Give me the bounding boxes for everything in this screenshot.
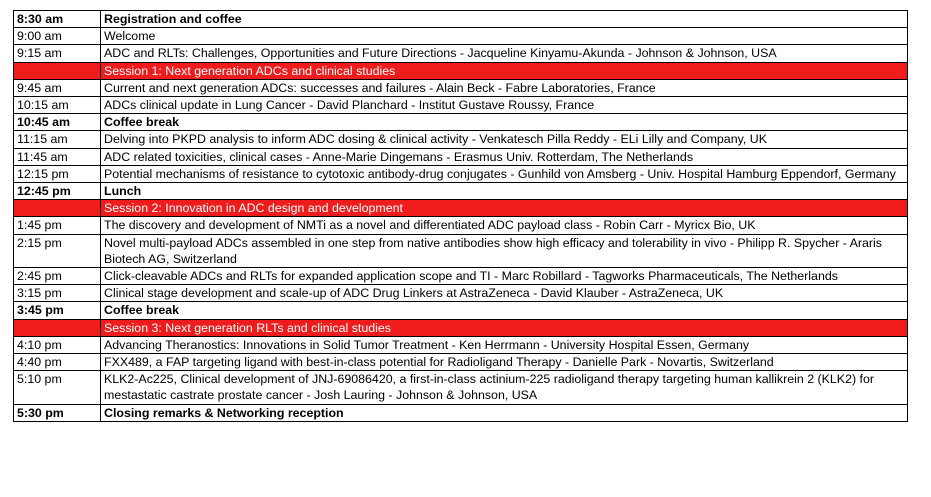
description-cell: Click-cleavable ADCs and RLTs for expanded application scope and TI - Marc Robillard - Tagworks Pharmaceuticals, The Netherlands <box>101 268 908 285</box>
agenda-row <box>14 285 908 302</box>
time-cell: 4:10 pm <box>14 336 101 353</box>
agenda-row <box>14 28 908 45</box>
description-cell: FXX489, a FAP targeting ligand with best-in-class potential for Radioligand Therapy - Danielle Park - Novartis, Switzerland <box>101 354 908 371</box>
break-row <box>14 302 908 319</box>
agenda-body <box>14 11 908 422</box>
agenda-row <box>14 354 908 371</box>
agenda-row <box>14 165 908 182</box>
agenda-row <box>14 148 908 165</box>
agenda-row <box>14 45 908 62</box>
time-cell: 1:45 pm <box>14 217 101 234</box>
description-cell: Delving into PKPD analysis to inform ADC dosing & clinical activity - Venkatesch Pilla Reddy - ELi Lilly and Company, UK <box>101 131 908 148</box>
time-cell: 2:15 pm <box>14 234 101 267</box>
time-cell <box>14 62 101 79</box>
description-cell: Closing remarks & Networking reception <box>101 404 908 421</box>
time-cell: 11:15 am <box>14 131 101 148</box>
session-header-row <box>14 200 908 217</box>
break-row <box>14 183 908 200</box>
description-cell: Potential mechanisms of resistance to cytotoxic antibody-drug conjugates - Gunhild von Amsberg - Univ. Hospital Hamburg Eppendorf, Germany <box>101 165 908 182</box>
description-cell: Lunch <box>101 183 908 200</box>
time-cell: 12:45 pm <box>14 183 101 200</box>
agenda-row <box>14 79 908 96</box>
description-cell: Clinical stage development and scale-up of ADC Drug Linkers at AstraZeneca - David Klauber - AstraZeneca, UK <box>101 285 908 302</box>
description-cell: ADC and RLTs: Challenges, Opportunities and Future Directions - Jacqueline Kinyamu-Akunda - Johnson & Johnson, USA <box>101 45 908 62</box>
time-cell: 10:45 am <box>14 114 101 131</box>
description-cell: KLK2-Ac225, Clinical development of JNJ-69086420, a first-in-class actinium-225 radioligand therapy targeting human kallikrein 2 (KLK2) for mestastatic castrate prostate cancer - Josh Lauring - Johnson & Johnson, USA <box>101 371 908 404</box>
agenda-row <box>14 336 908 353</box>
agenda-row <box>14 268 908 285</box>
agenda-row <box>14 131 908 148</box>
description-cell: Current and next generation ADCs: successes and failures - Alain Beck - Fabre Laboratories, France <box>101 79 908 96</box>
session-title-cell: Session 1: Next generation ADCs and clinical studies <box>101 62 908 79</box>
time-cell: 10:15 am <box>14 97 101 114</box>
time-cell: 9:15 am <box>14 45 101 62</box>
break-row <box>14 404 908 421</box>
time-cell <box>14 200 101 217</box>
description-cell: Coffee break <box>101 302 908 319</box>
time-cell: 9:45 am <box>14 79 101 96</box>
agenda-table <box>13 10 908 422</box>
description-cell: Registration and coffee <box>101 11 908 28</box>
description-cell: Novel multi-payload ADCs assembled in one step from native antibodies show high efficacy and tolerability in vivo - Philipp R. Spycher - Araris Biotech AG, Switzerland <box>101 234 908 267</box>
time-cell: 5:10 pm <box>14 371 101 404</box>
description-cell: Coffee break <box>101 114 908 131</box>
time-cell: 11:45 am <box>14 148 101 165</box>
break-row <box>14 114 908 131</box>
time-cell: 9:00 am <box>14 28 101 45</box>
time-cell: 8:30 am <box>14 11 101 28</box>
time-cell: 12:15 pm <box>14 165 101 182</box>
session-header-row <box>14 319 908 336</box>
session-title-cell: Session 3: Next generation RLTs and clinical studies <box>101 319 908 336</box>
description-cell: ADC related toxicities, clinical cases - Anne-Marie Dingemans - Erasmus Univ. Rotterdam, The Netherlands <box>101 148 908 165</box>
session-title-cell: Session 2: Innovation in ADC design and development <box>101 200 908 217</box>
time-cell: 4:40 pm <box>14 354 101 371</box>
description-cell: Advancing Theranostics: Innovations in Solid Tumor Treatment - Ken Herrmann - University Hospital Essen, Germany <box>101 336 908 353</box>
description-cell: Welcome <box>101 28 908 45</box>
time-cell: 3:45 pm <box>14 302 101 319</box>
agenda-row <box>14 217 908 234</box>
time-cell: 3:15 pm <box>14 285 101 302</box>
time-cell <box>14 319 101 336</box>
agenda-row <box>14 371 908 404</box>
description-cell: ADCs clinical update in Lung Cancer - David Planchard - Institut Gustave Roussy, France <box>101 97 908 114</box>
description-cell: The discovery and development of NMTi as a novel and differentiated ADC payload class - Robin Carr - Myricx Bio, UK <box>101 217 908 234</box>
agenda-row <box>14 97 908 114</box>
time-cell: 5:30 pm <box>14 404 101 421</box>
time-cell: 2:45 pm <box>14 268 101 285</box>
session-header-row <box>14 62 908 79</box>
agenda-row <box>14 234 908 267</box>
break-row <box>14 11 908 28</box>
